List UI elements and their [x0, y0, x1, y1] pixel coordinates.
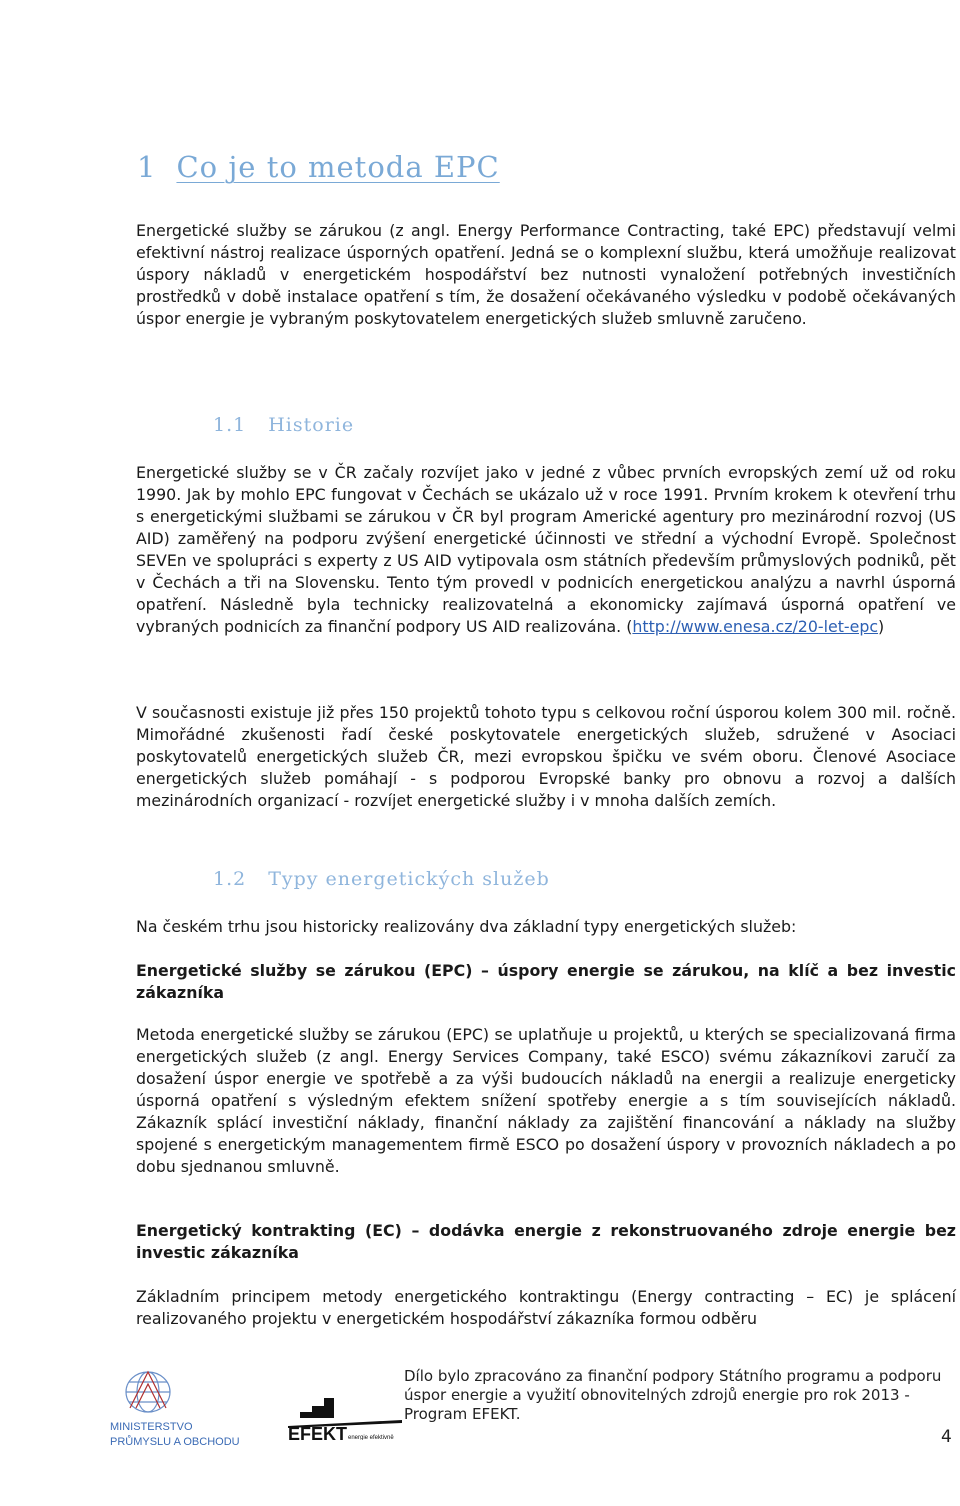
ec-paragraph: Základním principem metody energetického kontraktingu (Energy contracting – EC) je splácení realizovaného projektu v energetickém hospodářství zákazníka formou odběru: [136, 1287, 956, 1328]
efekt-logo: [284, 1370, 406, 1440]
epc-paragraph: Metoda energetické služby se zárukou (EPC) se uplatňuje u projektů, u kterých se specializovaná firma energetických služeb (z angl. Energy Services Company, také ESCO) svému zákazníkovi zaručí za dosažení úspor energie ve spotřebě a za výši budoucích nákladů na energii a realizuje energeticky úsporná opatření s výsledným efektem snížení spotřeby energie a s tím souvisejících nákladů. Zákazník splácí investiční náklady, finanční náklady za zajištění financování a náklady na služby spojené s energetickým managementem firmě ESCO po dosažení úspory v provozních nákladech a po dobu sjednanou smluvně.: [136, 1025, 956, 1176]
history-link-close: ): [878, 617, 885, 636]
page-number: 4: [941, 1427, 952, 1447]
ec-heading: Energetický kontrakting (EC) – dodávka energie z rekonstruovaného zdroje energie bez investic zákazníka: [136, 1221, 956, 1262]
ministry-line2: PRŮMYSLU A OBCHODU: [110, 1436, 240, 1448]
ministry-logo: [110, 1370, 270, 1460]
globe-icon: [126, 1372, 170, 1412]
footer-note: Dílo bylo zpracováno za finanční podpory Státního programu a podporu úspor energie a využití obnovitelných zdrojů energie pro rok 2013 - Program EFEKT.: [404, 1367, 942, 1423]
history-paragraph-2: V současnosti existuje již přes 150 projektů tohoto typu s celkovou roční úsporou kolem 300 mil. ročně. Mimořádné zkušenosti řadí české poskytovatele energetických služeb, sdružené v Asociaci poskytovatelů energetických služeb ČR, mezi evropskou špičku ve svém oboru. Členové Asociace energetických služeb pomáhají - s podporou Evropské banky pro obnovu a rozvoj a dalších mezinárodních organizací - rozvíjet energetické služby i v mnoha dalších zemích.: [136, 703, 956, 810]
history-paragraph-1: [136, 462, 956, 638]
types-intro: Na českém trhu jsou historicky realizovány dva základní typy energetických služeb:: [136, 917, 797, 936]
section-number: 1.1: [213, 414, 247, 436]
history-link[interactable]: http://www.enesa.cz/20-let-epc: [632, 617, 879, 636]
history-text: Energetické služby se v ČR začaly rozvíjet jako v jedné z vůbec prvních evropských zemí už od roku 1990. Jak by mohlo EPC fungovat v Čechách se ukázalo už v roce 1991. Prvním krokem k otevření trhu s energetickými službami se zárukou v ČR byl program Americké agentury pro mezinárodní rozvoj (US AID) zaměřený na podporu zvýšení energetické účinnosti ve střední a východní Evropě. Společnost SEVEn ve spolupráci s experty z US AID vytipovala osm státních především průmyslových podniků, pět v Čechách a tři na Slovensku. Tento tým provedl v podnicích energetickou analýzu a navrhl úsporná opatření. Následně byla technicky realizovatelná a ekonomicky zajímavá úsporná opatření ve vybraných podnicích za finanční podpory US AID realizována. (: [136, 463, 956, 636]
epc-heading: Energetické služby se zárukou (EPC) – úspory energie se zárukou, na klíč a bez investic zákazníka: [136, 961, 956, 1002]
section-title: Historie: [268, 414, 355, 436]
chapter-title: Co je to metoda EPC: [176, 150, 500, 184]
section-heading-history: [213, 414, 354, 436]
chapter-number: 1: [137, 150, 157, 184]
chapter-heading: [137, 150, 500, 184]
efekt-wordmark: EFEKT: [288, 1424, 348, 1440]
section-title: Typy energetických služeb: [268, 868, 550, 890]
section-heading-types: [213, 868, 550, 890]
intro-paragraph: Energetické služby se zárukou (z angl. Energy Performance Contracting, také EPC) představují velmi efektivní nástroj realizace úsporných opatření. Jedná se o komplexní službu, která umožňuje realizovat úspory nákladů v energetickém hospodářství bez nutnosti vynaložení potřebných investičních prostředků v době instalace opatření s tím, že dosažení očekávaného výsledku v podobě očekávaných úspor energie je vybraným poskytovatelem energetických služeb smluvně zaručeno.: [136, 221, 956, 328]
section-number: 1.2: [213, 868, 247, 890]
efekt-tagline: energie efektivně: [348, 1435, 394, 1440]
ministry-line1: MINISTERSTVO: [110, 1421, 193, 1433]
